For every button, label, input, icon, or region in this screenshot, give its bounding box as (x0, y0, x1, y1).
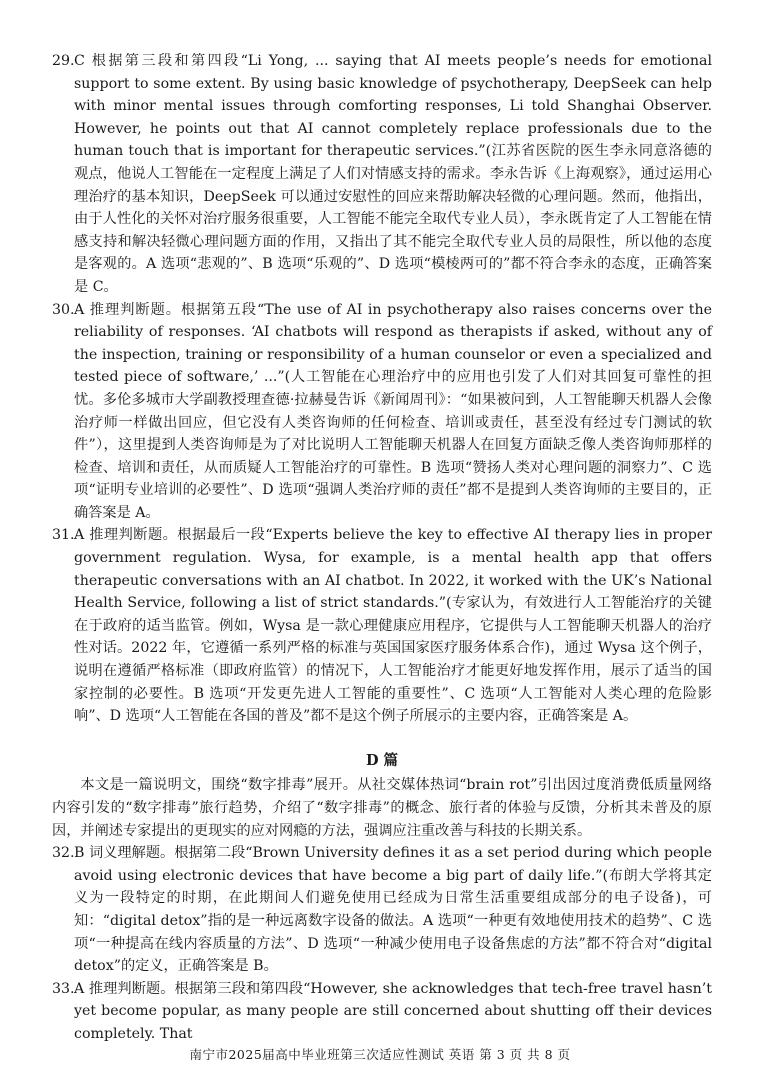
item-number: 32. (52, 845, 75, 862)
explanation-item-29 (52, 50, 712, 299)
explanation-item-33 (52, 978, 712, 1046)
item-text: A 推理判断题。根据最后一段“Experts believe the key to effective AI therapy lies in proper government regulation. Wysa, for example, is a mental health app that offers therapeutic conversations with an AI chatbot. In 2022, it worked with the UK’s National Health Service, following a list of strict standards.”(专家认为，有效进行人工智能治疗的关键在于政府的适当监管。例如，Wysa 是一款心理健康应用程序，它提供与人工智能聊天机器人的治疗性对话。2022 年，它遵循一系列严格的标准与英国国家医疗服务体系合作)，通过 Wysa 这个例子，说明在遵循严格标准（即政府监管）的情况下，人工智能治疗才能更好地发挥作用，展示了适当的国家控制的必要性。B 选项“开发更先进人工智能的重要性”、C 选项“人工智能对人类心理的危险影响”、D 选项“人工智能在各国的普及”都不是这个例子所展示的主要内容，正确答案是 A。 (74, 527, 712, 725)
item-number: 29. (52, 53, 75, 69)
answer-explanation-page (52, 50, 712, 1046)
page-footer: 南宁市2025届高中毕业班第三次适应性测试 英语 第 3 页 共 8 页 (189, 1047, 571, 1062)
section-title: D 篇 (365, 751, 399, 769)
section-intro: 本文是一篇说明文，围绕“数字排毒”展开。从社交媒体热词“brain rot”引出因过度消费低质量网络内容引发的“数字排毒”旅行趋势，介绍了“数字排毒”的概念、旅行者的体验与反馈，分析其未普及的原因，并阐述专家提出的更现实的应对网瘾的方法，强调应注重改善与科技的长期关系。 (52, 777, 712, 839)
item-number: 33. (52, 980, 75, 997)
item-text: B 词义理解题。根据第二段“Brown University defines it as a set period during which people avoid using electronic devices that have become a big part of daily life.”(布朗大学将其定义为一段特定的时期，在此期间人们避免使用已经成为日常生活重要组成部分的电子设备)，可知：“digital detox”指的是一种远离数字设备的做法。A 选项“一种更有效地使用技术的趋势”、C 选项“一种提高在线内容质量的方法”、D 选项“一种减少使用电子设备焦虑的方法”都不符合对“digital detox”的定义，正确答案是 B。 (74, 845, 712, 975)
explanation-item-32 (52, 842, 712, 978)
item-text: C 根据第三段和第四段“Li Yong, ... saying that AI meets people’s needs for emotional support to some extent. By using basic knowledge of psychotherapy, DeepSeek can help with minor mental issues through comforting responses, Li told Shanghai Observer. However, he points out that AI cannot completely replace professionals due to the human touch that is important for therapeutic services.”(江苏省医院的医生李永同意洛德的观点，他说人工智能在一定程度上满足了人们对情感支持的需求。李永告诉《上海观察》，通过运用心理治疗的基本知识，DeepSeek 可以通过安慰性的回应来帮助解决轻微的心理问题。然而，他指出，由于人性化的关怀对治疗服务很重要，人工智能不能完全取代专业人员），李永既肯定了人工智能在情感支持和解决轻微心理问题方面的作用，又指出了其不能完全取代专业人员的局限性，所以他的态度是客观的。A 选项“悲观的”、B 选项“乐观的”、D 选项“模棱两可的”都不符合李永的态度，正确答案是 C。 (74, 53, 712, 295)
item-number: 31. (52, 527, 75, 544)
item-number: 30. (52, 301, 75, 318)
explanation-item-31 (52, 524, 712, 727)
explanation-item-30 (52, 299, 712, 525)
item-text: A 推理判断题。根据第五段“The use of AI in psychotherapy also raises concerns over the reliability of responses. ‘AI chatbots will respond as therapists if asked, without any of the inspection, training or responsibility of a human counselor or even a specialized and tested piece of software,’ ...”(人工智能在心理治疗中的应用也引发了人们对其回复可靠性的担忧。多伦多城市大学副教授理查德·拉赫曼告诉《新闻周刊》：“如果被问到，人工智能聊天机器人会像治疗师一样做出回应，但它没有人类咨询师的任何检查、培训或责任，甚至没有经过专门测试的软件”），这里提到人类咨询师是为了对比说明人工智能聊天机器人在回复方面缺乏像人类咨询师那样的检查、培训和责任，从而质疑人工智能治疗的可靠性。B 选项“赞扬人类对心理问题的洞察力”、C 选项“证明专业培训的必要性”、D 选项“强调人类治疗师的责任”都不是提到人类咨询师的主要目的，正确答案是 A。 (74, 301, 712, 521)
item-text: A 推理判断题。根据第三段和第四段“However, she acknowledges that tech-free travel hasn’t yet become popular, as many people are still concerned about shutting off their devices completely. That (74, 980, 712, 1042)
